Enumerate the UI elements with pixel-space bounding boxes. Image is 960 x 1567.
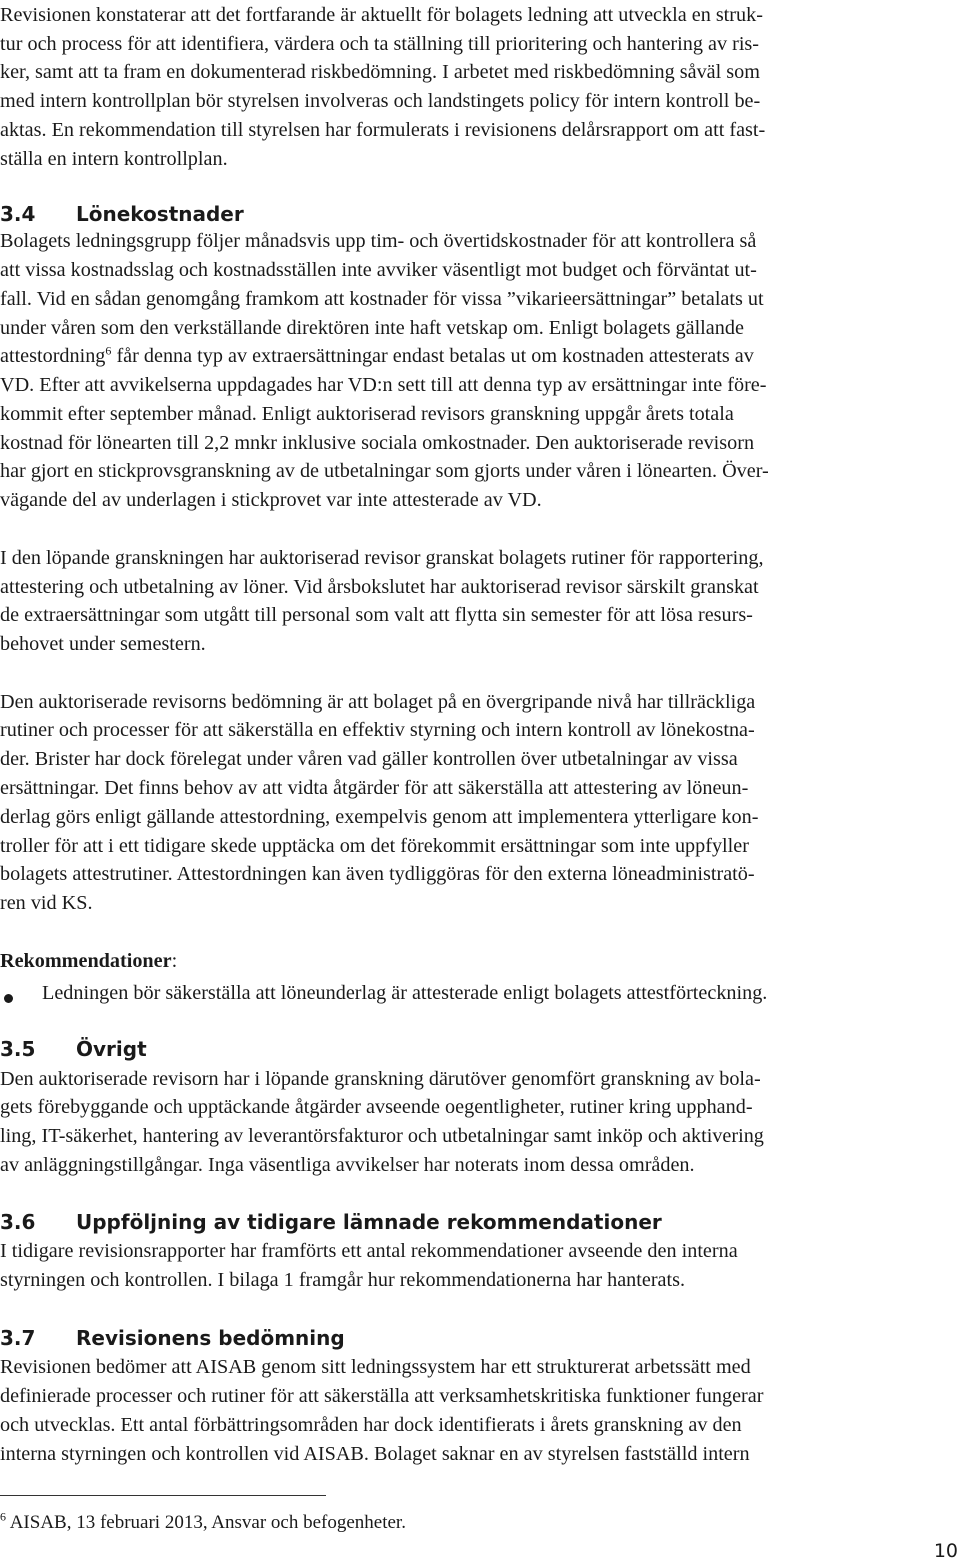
section-title: Revisionens bedömning <box>76 1326 345 1350</box>
section-heading-3-7 <box>0 1325 345 1351</box>
text-line-with-footnote <box>0 342 754 371</box>
text-line: derlag görs enligt gällande attestordning, exempelvis genom att implementera ytterligare kon- <box>0 806 759 828</box>
section-heading-3-4 <box>0 201 244 227</box>
text-line: har gjort en stickprovsgranskning av de utbetalningar som gjorts under våren i lönearten. Över- <box>0 460 769 482</box>
footnote-text: AISAB, 13 februari 2013, Ansvar och befogenheter. <box>6 1512 406 1533</box>
text-line: tur och process för att identifiera, värdera och ta ställning till prioritering och hantering av ris- <box>0 33 760 55</box>
text-line: rutiner och processer för att säkerställa en effektiv styrning och intern kontroll av lönekostna- <box>0 719 755 741</box>
text-fragment: får denna typ av extraersättningar endast betalas ut om kostnaden attesterats av <box>111 345 754 367</box>
text-line: Bolagets ledningsgrupp följer månadsvis upp tim- och övertidskostnader för att kontrollera så <box>0 230 757 252</box>
text-line: fall. Vid en sådan genomgång framkom att kostnader för vissa ”vikarieersättningar” betalats ut <box>0 288 764 310</box>
section-number: 3.4 <box>0 202 36 226</box>
recommendations-label: Rekommendationer <box>0 950 172 972</box>
text-line: definierade processer och rutiner för att säkerställa att verksamhetskritiska funktioner fungerar <box>0 1385 764 1407</box>
bullet-icon <box>4 994 13 1003</box>
recommendations-colon: : <box>171 950 178 972</box>
text-line: med intern kontrollplan bör styrelsen involveras och landstingets policy för intern kontroll be- <box>0 90 761 112</box>
section-number: 3.7 <box>0 1326 36 1350</box>
text-line: de extraersättningar som utgått till personal som valt att flytta sin semester för att lösa resurs- <box>0 604 753 626</box>
text-line: gets förebyggande och upptäckande åtgärder avseende oegentligheter, rutiner kring upphand- <box>0 1096 753 1118</box>
footnote-reference: 6 <box>105 343 112 358</box>
page-number: 10 <box>933 1540 958 1562</box>
section-title: Uppföljning av tidigare lämnade rekommendationer <box>76 1210 662 1234</box>
text-line: I tidigare revisionsrapporter har framförts ett antal rekommendationer avseende den interna <box>0 1240 738 1262</box>
section-title: Lönekostnader <box>76 202 244 226</box>
text-line: och utvecklas. Ett antal förbättringsområden har dock identifierats i årets granskning av den <box>0 1414 742 1436</box>
text-line: Den auktoriserade revisorn har i löpande granskning därutöver genomfört granskning av bola- <box>0 1068 761 1090</box>
text-line: troller för att i ett tidigare skede upptäcka om det förekommit ersättningar som inte uppfyller <box>0 835 749 857</box>
text-line: under våren som den verkställande direktören inte haft vetskap om. Enligt bolagets gällande <box>0 317 744 339</box>
text-line: behovet under semestern. <box>0 633 206 655</box>
text-line: interna styrningen och kontrollen vid AISAB. Bolaget saknar en av styrelsen fastställd intern <box>0 1443 750 1465</box>
section-heading-3-6 <box>0 1209 662 1235</box>
list-item: Ledningen bör säkerställa att löneunderlag är attesterade enligt bolagets attestförteckning. <box>42 982 768 1004</box>
text-line: Revisionen konstaterar att det fortfarande är aktuellt för bolagets ledning att utveckla en struk- <box>0 4 763 26</box>
footnote <box>0 1508 406 1537</box>
text-line: att vissa kostnadsslag och kostnadsställen inte avviker väsentligt mot budget och förväntat ut- <box>0 259 757 281</box>
section-title: Övrigt <box>76 1037 147 1061</box>
text-line: der. Brister har dock förelegat under våren vad gäller kontrollen över utbetalningar av vissa <box>0 748 738 770</box>
text-line: VD. Efter att avvikelserna uppdagades har VD:n sett till att denna typ av ersättningar inte före- <box>0 374 767 396</box>
text-line: ren vid KS. <box>0 892 93 914</box>
text-line: Revisionen bedömer att AISAB genom sitt ledningssystem har ett strukturerat arbetssätt med <box>0 1356 751 1378</box>
text-line: ställa en intern kontrollplan. <box>0 148 228 170</box>
text-line: ker, samt att ta fram en dokumenterad riskbedömning. I arbetet med riskbedömning såväl som <box>0 61 760 83</box>
text-fragment: attestordning <box>0 345 106 367</box>
section-heading-3-5 <box>0 1036 147 1062</box>
section-number: 3.6 <box>0 1210 36 1234</box>
section-number: 3.5 <box>0 1037 36 1061</box>
footnote-marker: 6 <box>0 1509 6 1524</box>
text-line: ersättningar. Det finns behov av att vidta åtgärder för att säkerställa att attestering av löneun- <box>0 777 749 799</box>
text-line: av anläggningstillgångar. Inga väsentliga avvikelser har noterats inom dessa områden. <box>0 1154 695 1176</box>
text-line: kostnad för lönearten till 2,2 mnkr inklusive sociala omkostnader. Den auktoriserade revisorn <box>0 432 755 454</box>
text-line: ling, IT-säkerhet, hantering av leverantörsfakturor och utbetalningar samt inköp och aktivering <box>0 1125 764 1147</box>
text-line: kommit efter september månad. Enligt auktoriserad revisors granskning uppgår årets totala <box>0 403 734 425</box>
text-line: styrningen och kontrollen. I bilaga 1 framgår hur rekommendationerna har hanterats. <box>0 1269 686 1291</box>
text-line: Den auktoriserade revisorns bedömning är att bolaget på en övergripande nivå har tillräckliga <box>0 691 756 713</box>
text-line: bolagets attestrutiner. Attestordningen kan även tydliggöras för den externa löneadministratö- <box>0 863 755 885</box>
footnote-divider <box>0 1495 326 1496</box>
text-line: aktas. En rekommendation till styrelsen har formulerats i revisionens delårsrapport om att fast- <box>0 119 766 141</box>
text-line: vägande del av underlagen i stickprovet var inte attesterade av VD. <box>0 489 542 511</box>
recommendations-heading <box>0 947 177 976</box>
text-line: attestering och utbetalning av löner. Vid årsbokslutet har auktoriserad revisor särskilt granskat <box>0 576 759 598</box>
text-line: I den löpande granskningen har auktoriserad revisor granskat bolagets rutiner för rapportering, <box>0 547 764 569</box>
